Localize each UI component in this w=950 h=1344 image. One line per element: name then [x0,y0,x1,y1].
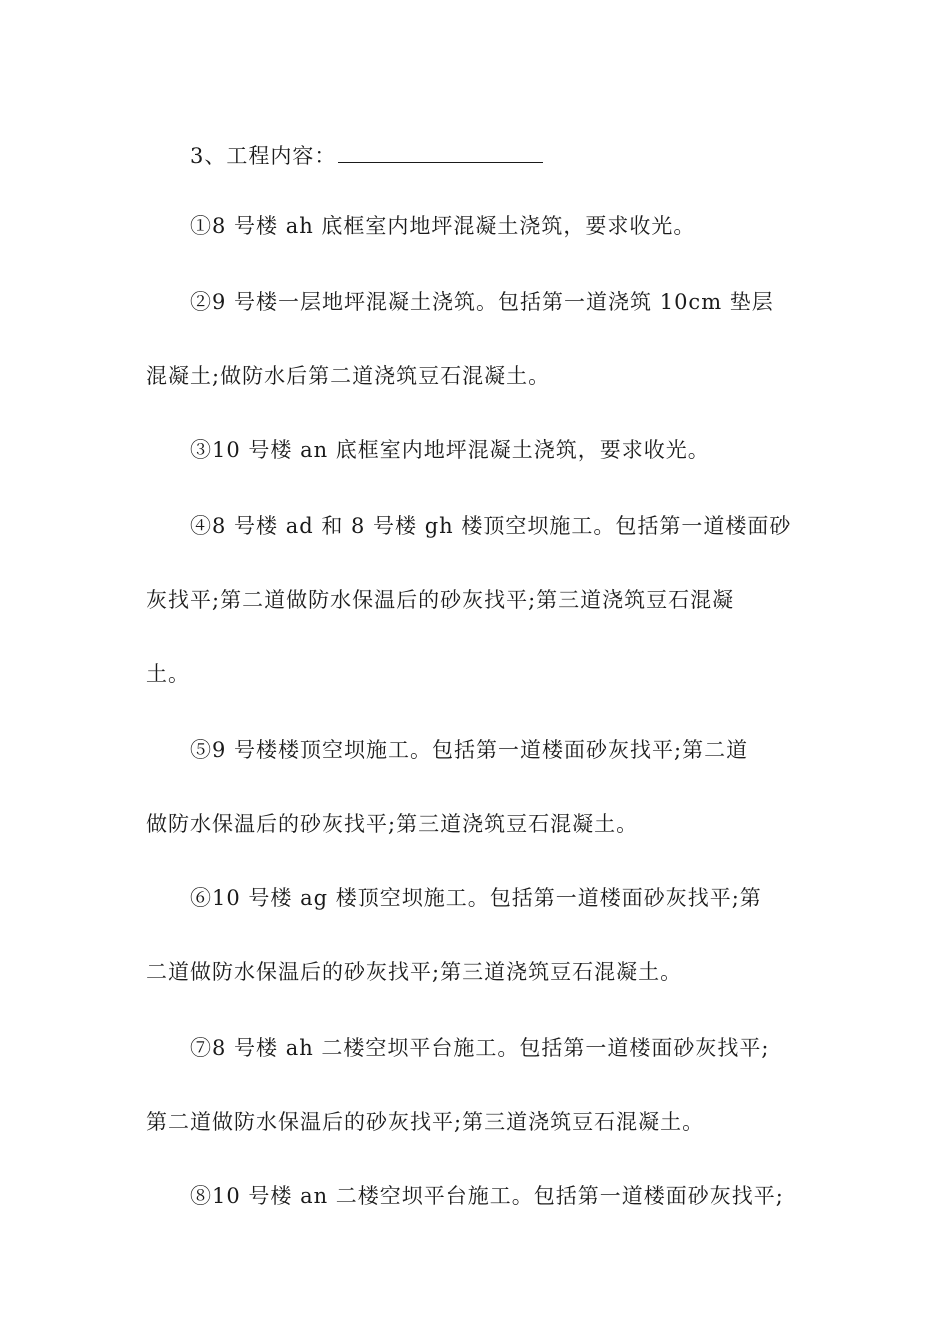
fill-in-blank-line [338,142,543,163]
item-2-line-1: ②9 号楼一层地坪混凝土浇筑。包括第一道浇筑 10cm 垫层 [190,290,774,314]
item-7-line-2: 第二道做防水保温后的砂灰找平;第三道浇筑豆石混凝土。 [146,1110,705,1134]
item-1-line-1: ①8 号楼 ah 底框室内地坪混凝土浇筑，要求收光。 [190,214,696,238]
item-5-line-2: 做防水保温后的砂灰找平;第三道浇筑豆石混凝土。 [146,812,639,836]
item-8-line-1: ⑧10 号楼 an 二楼空坝平台施工。包括第一道楼面砂灰找平; [190,1184,784,1208]
item-3-line-1: ③10 号楼 an 底框室内地坪混凝土浇筑，要求收光。 [190,438,710,462]
item-6-line-1: ⑥10 号楼 ag 楼顶空坝施工。包括第一道楼面砂灰找平;第 [190,886,762,910]
item-2-line-2: 混凝土;做防水后第二道浇筑豆石混凝土。 [146,364,551,388]
item-5-line-1: ⑤9 号楼楼顶空坝施工。包括第一道楼面砂灰找平;第二道 [190,738,749,762]
item-4-line-1: ④8 号楼 ad 和 8 号楼 gh 楼顶空坝施工。包括第一道楼面砂 [190,514,792,538]
section-heading [190,142,543,170]
item-7-line-1: ⑦8 号楼 ah 二楼空坝平台施工。包括第一道楼面砂灰找平; [190,1036,770,1060]
item-4-line-2: 灰找平;第二道做防水保温后的砂灰找平;第三道浇筑豆石混凝 [146,588,735,612]
section-heading-label: 3、工程内容： [190,144,337,168]
item-4-line-3: 土。 [146,662,190,686]
item-6-line-2: 二道做防水保温后的砂灰找平;第三道浇筑豆石混凝土。 [146,960,683,984]
